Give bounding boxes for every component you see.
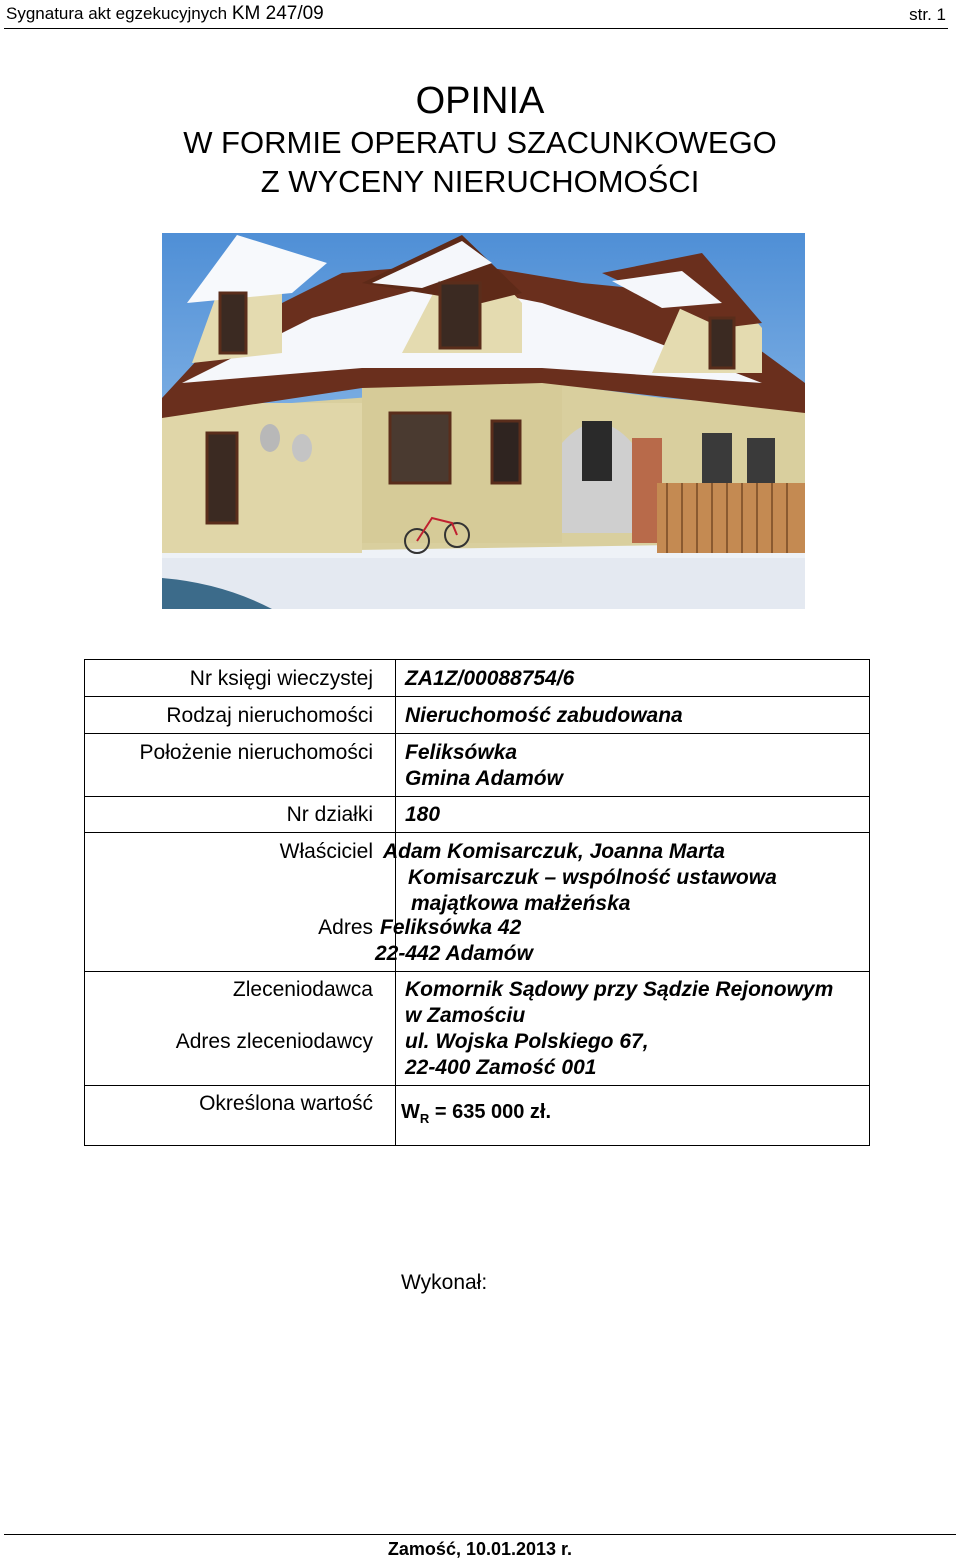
row-divider xyxy=(85,796,869,797)
footer-divider xyxy=(4,1534,956,1535)
value-symbol: W xyxy=(401,1101,420,1123)
property-details-table xyxy=(84,659,870,1146)
document-subtitle-2: Z WYCENY NIERUCHOMOŚCI xyxy=(260,164,700,199)
address-label: Adres xyxy=(318,916,373,939)
prepared-by-label: Wykonał: xyxy=(401,1271,488,1294)
client-address-line-1: ul. Wojska Polskiego 67, xyxy=(405,1030,649,1053)
plot-number-value: 180 xyxy=(405,803,441,826)
determined-value-label: Określona wartość xyxy=(199,1092,373,1115)
property-type-value: Nieruchomość zabudowana xyxy=(405,704,683,727)
value-amount: = 635 000 zł. xyxy=(429,1101,552,1123)
client-line-2: w Zamościu xyxy=(405,1004,526,1027)
property-location-value xyxy=(405,740,563,792)
location-line-2: Gmina Adamów xyxy=(405,767,563,790)
page-header xyxy=(4,0,948,29)
owner-value xyxy=(383,839,866,917)
plot-number-label: Nr działki xyxy=(286,803,373,826)
land-register-value: ZA1Z/00088754/6 xyxy=(405,667,575,690)
owner-line-3: majątkowa małżeńska xyxy=(411,892,631,915)
signature-label: Sygnatura akt egzekucyjnych xyxy=(6,4,228,23)
address-line-2: 22-442 Adamów xyxy=(375,942,533,965)
row-divider xyxy=(85,971,869,972)
location-line-1: Feliksówka xyxy=(405,741,518,764)
document-subtitle-1: W FORMIE OPERATU SZACUNKOWEGO xyxy=(183,125,777,160)
signature-number: KM 247/09 xyxy=(231,3,324,24)
address-line-1: Feliksówka 42 xyxy=(380,916,522,939)
property-type-label: Rodzaj nieruchomości xyxy=(166,704,373,727)
row-divider xyxy=(85,696,869,697)
row-divider xyxy=(85,832,869,833)
land-register-label: Nr księgi wieczystej xyxy=(189,667,373,690)
value-subscript: R xyxy=(419,1111,430,1126)
row-divider xyxy=(85,733,869,734)
owner-line-1: Adam Komisarczuk, Joanna Marta xyxy=(383,840,725,863)
address-value xyxy=(375,915,866,967)
client-address-label: Adres zleceniodawcy xyxy=(175,1030,373,1053)
case-signature xyxy=(6,3,324,25)
owner-line-2: Komisarczuk – wspólność ustawowa xyxy=(408,866,777,889)
property-location-label: Położenie nieruchomości xyxy=(139,741,373,764)
place-and-date: Zamość, 10.01.2013 r. xyxy=(387,1539,573,1559)
client-line-1: Komornik Sądowy przy Sądzie Rejonowym xyxy=(405,978,834,1001)
client-value xyxy=(405,977,833,1029)
page-number: str. 1 xyxy=(909,5,946,24)
determined-value xyxy=(401,1099,551,1132)
client-address-line-2: 22-400 Zamość 001 xyxy=(405,1056,597,1079)
row-divider xyxy=(85,1085,869,1086)
client-label: Zleceniodawca xyxy=(232,978,373,1001)
client-address-value xyxy=(405,1029,649,1081)
document-title: OPINIA xyxy=(415,80,545,122)
house-photo-icon xyxy=(162,233,805,609)
owner-label: Właściciel xyxy=(279,840,373,863)
